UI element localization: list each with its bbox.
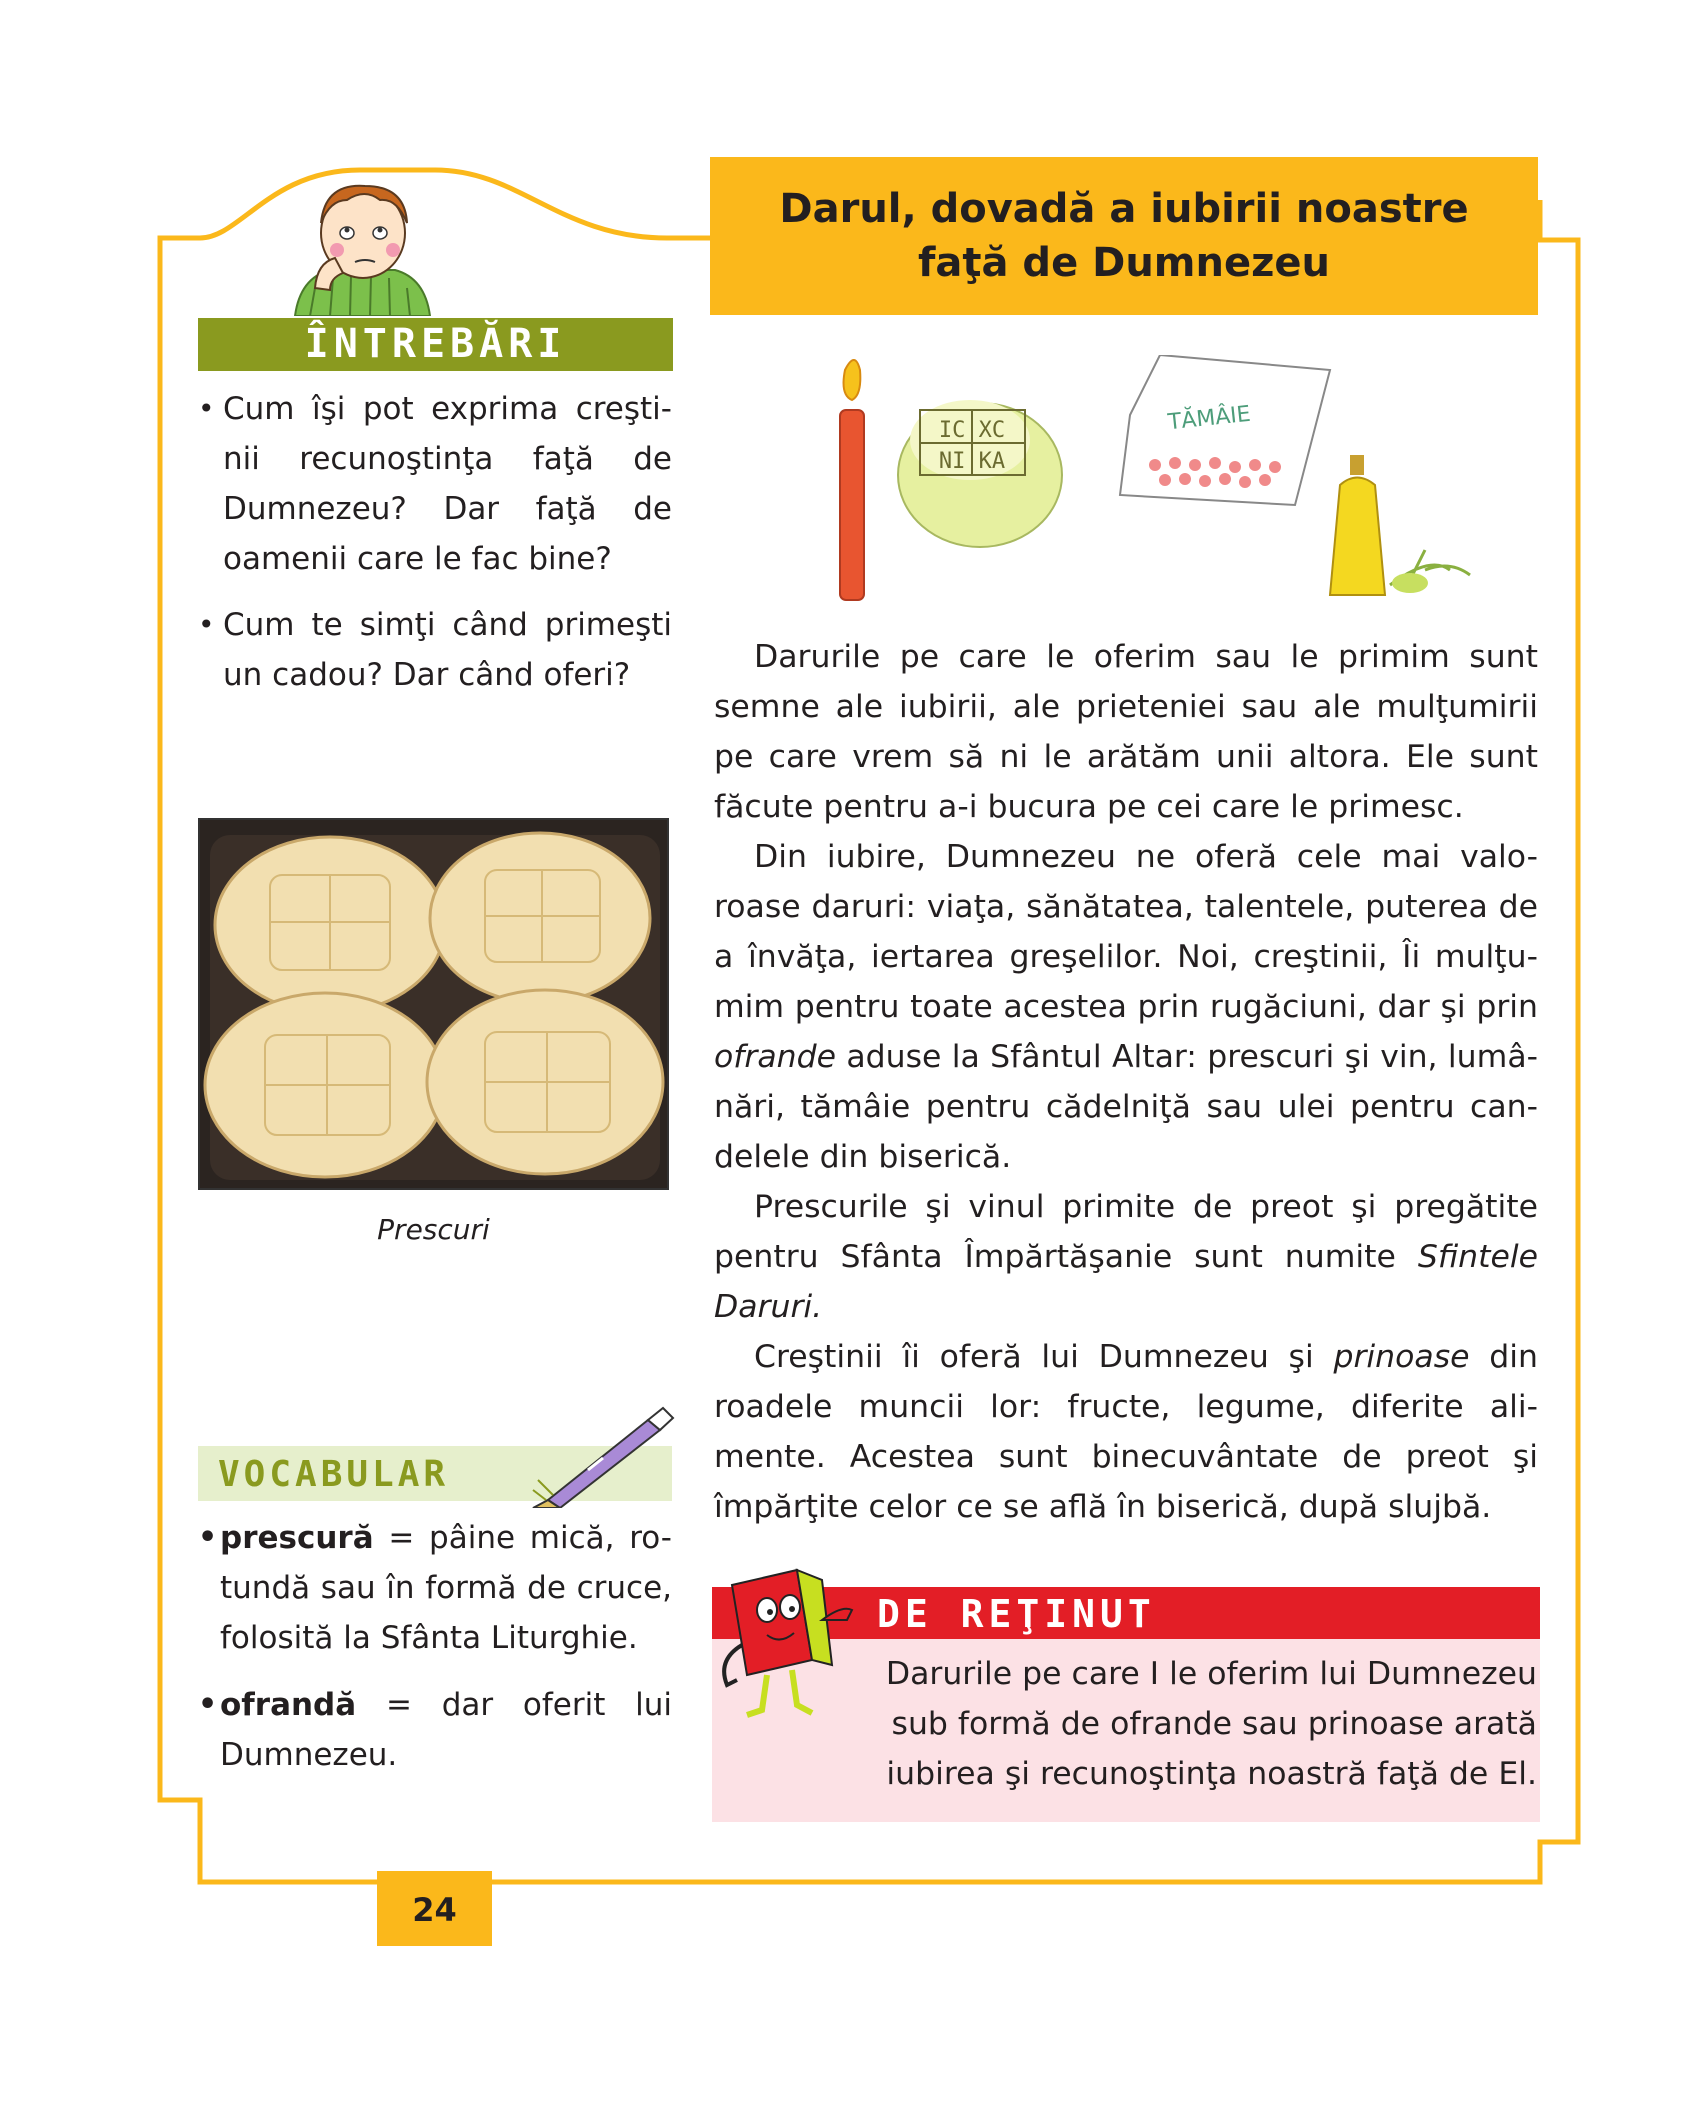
- incense-bag-icon: [1120, 355, 1330, 505]
- title-line-1: Darul, dovadă a iubirii noastre: [779, 186, 1469, 232]
- question-item: • Cum te simţi când primeşti un cadou? Dar când oferi?: [198, 600, 672, 700]
- book-character-icon: [712, 1565, 862, 1720]
- lesson-title: [710, 157, 1538, 315]
- vocabular-list: [198, 1513, 672, 1797]
- body-paragraph-2: Din iubire, Dumnezeu ne oferă cele mai valo-roase daruri: viaţa, sănătatea, talentele, puterea de a învăţa, iertarea greşelilor. Noi, creştinii, Îi mulţu-mim pentru toate acestea prin rugăciuni, dar şi prin ofrande aduse la Sfântul Altar: prescuri şi vin, lumâ-nări, tămâie pentru cădelniţă sau ulei pentru can-delele din biserică.: [714, 839, 1538, 1175]
- vocabular-definition: = pâine mică, ro-tundă sau în formă de cruce, folosită la Sfânta Liturghie.: [220, 1520, 672, 1656]
- photo-caption: Prescuri: [377, 1213, 490, 1246]
- question-item: • Cum îşi pot exprima creşti-nii recunoştinţa faţă de Dumnezeu? Dar faţă de oamenii care le fac bine?: [198, 384, 672, 584]
- remember-header: DE REŢINUT: [712, 1587, 1540, 1639]
- vocabular-definition: = dar oferit lui Dumnezeu.: [220, 1687, 672, 1773]
- questions-header: ÎNTREBĂRI: [198, 318, 673, 371]
- prescuri-photo: [198, 818, 669, 1190]
- oil-bottle-icon: [1330, 455, 1470, 595]
- stamp-text-1: IC XC: [938, 418, 1006, 443]
- thinking-kid-illustration: [285, 178, 440, 316]
- vocabular-header: VOCABULAR: [198, 1446, 672, 1501]
- body-paragraph-3: Prescurile şi vinul primite de preot şi pregătite pentru Sfânta Împărtăşanie sunt numite Sfintele Daruri.: [714, 1189, 1538, 1325]
- vocabular-item: [198, 1513, 672, 1663]
- body-paragraph-1: Darurile pe care le oferim sau le primim sunt semne ale iubirii, ale prieteniei sau ale mulţumirii pe care vrem să ni le arătăm unii altora. Ele sunt făcute pentru a-i bucura pe cei care le primesc.: [714, 639, 1538, 825]
- remember-text: Darurile pe care I le oferim lui Dumnezeu sub formă de ofrande sau prinoase arată iubirea şi recunoştinţa noastră faţă de El.: [885, 1656, 1537, 1792]
- tamaie-label: TĂMÂIE: [1166, 401, 1252, 436]
- vocabular-term: prescură: [220, 1520, 374, 1556]
- lesson-body: [714, 632, 1538, 1532]
- vocabular-term: ofrandă: [220, 1687, 357, 1723]
- body-paragraph-4: Creştinii îi oferă lui Dumnezeu şi prinoase din roadele muncii lor: fructe, legume, diferite ali-mente. Acestea sunt binecuvântate de preot şi împărţite celor ce se află în biserică, după slujbă.: [714, 1339, 1538, 1525]
- title-line-2: faţă de Dumnezeu: [918, 240, 1330, 286]
- offerings-illustration: [810, 355, 1510, 610]
- questions-list: [198, 384, 672, 716]
- pen-icon: [528, 1400, 676, 1508]
- stamp-text-2: NI KA: [938, 449, 1006, 474]
- page-number: 24: [377, 1871, 492, 1946]
- vocabular-item: [198, 1680, 672, 1780]
- prescuri-image: [200, 820, 669, 1190]
- prescura-icon: [898, 400, 1062, 547]
- candle-icon: [840, 360, 864, 600]
